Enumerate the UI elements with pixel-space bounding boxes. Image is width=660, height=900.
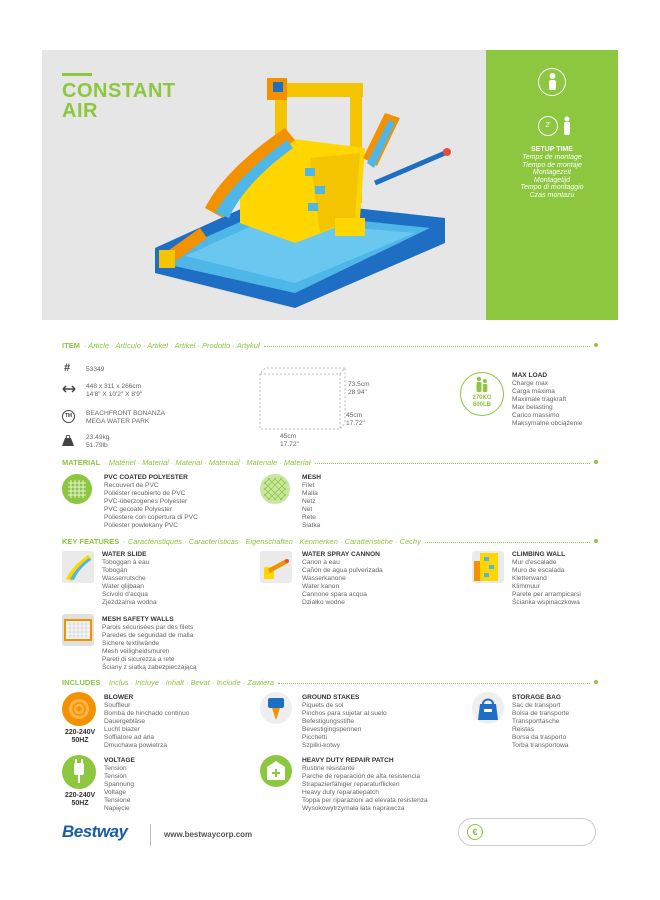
ground-stakes-translations: [302, 702, 387, 750]
water-cannon-translation: Wasserkanone: [302, 575, 346, 582]
section-divider-end: [594, 343, 598, 347]
voltage-power: [60, 792, 100, 808]
section-title: KEY FEATURES: [62, 536, 120, 546]
climbing-wall-translations: [512, 559, 581, 607]
item-number: 53349: [86, 366, 105, 373]
setup-translation: Tiempo de montaje: [522, 161, 582, 169]
price-box: [458, 818, 596, 846]
section-translations: · Matériel · Material · Material · Materiaal · Materiale · Materiał: [104, 457, 311, 467]
mesh-walls-translation: Paredes de seguridad de malla: [102, 632, 194, 639]
mesh-walls-translation: Pareti di sicurezza a rete: [102, 656, 175, 663]
voltage-plug-icon: [62, 755, 96, 789]
person-icon: [538, 68, 566, 96]
blower-translation: Souffleur: [104, 702, 131, 709]
water-cannon-translation: Cañón de agua pulverizada: [302, 567, 383, 574]
repair-patch-icon: [260, 755, 292, 787]
climbing-wall-translation: Klimmuur: [512, 583, 540, 590]
item-dims-ft: 14'8" X 10'2" X 8'9": [86, 391, 143, 398]
water-slide-translation: Water glijbaan: [102, 583, 144, 590]
repair-patch-title: HEAVY DUTY REPAIR PATCH: [302, 757, 394, 764]
water-slide-translation: Zjeżdżalnia wodna: [102, 599, 157, 606]
mesh-translation: Malla: [302, 490, 318, 497]
pvc-translation: PVC-überzogenes Polyester: [104, 498, 188, 505]
max-load-translation: Maximale tragkraft: [512, 396, 567, 403]
setup-translation: Temps de montage: [522, 154, 582, 161]
box-height-in: 28.94": [348, 389, 367, 396]
max-load-translation: Carga máxima: [512, 388, 555, 395]
ground-stakes-translation: Pinchos para sujetar al suelo: [302, 710, 387, 717]
setup-translations: [486, 154, 618, 199]
setup-time-icon: 2': [538, 116, 558, 136]
pvc-translations: [104, 482, 198, 530]
setup-translation: Czas montażu: [529, 191, 575, 199]
storage-bag-translation: Reistas: [512, 726, 534, 733]
climbing-wall-translation: Mur d'escalade: [512, 559, 557, 566]
repair-patch-translation: Parche de reparación de alta resistencia: [302, 773, 421, 780]
storage-bag-icon: [472, 692, 504, 724]
water-slide-translation: Scivolo d'acqua: [102, 591, 148, 598]
mesh-translation: Netz: [302, 498, 316, 505]
water-slide-title: WATER SLIDE: [102, 551, 147, 558]
voltage-translation: Tension: [104, 765, 127, 772]
section-title: INCLUDES: [62, 677, 101, 687]
ground-stakes-translation: Piquets de sol: [302, 702, 344, 709]
water-park-image: [145, 68, 475, 318]
storage-bag-translations: [512, 702, 569, 750]
blower-frequency: 50HZ: [71, 737, 89, 744]
setup-translation: Tempo di montaggio: [520, 184, 584, 191]
water-cannon-translation: Cannone spara acqua: [302, 591, 367, 598]
weight-icon: [62, 435, 74, 446]
repair-patch-translation: Toppa per riparazioni ad elevata resistenza: [302, 797, 428, 804]
max-load-lb: 600LB: [472, 402, 491, 408]
website-link[interactable]: www.bestwaycorp.com: [164, 830, 253, 839]
blower-power: [60, 729, 100, 745]
section-divider: [315, 463, 590, 464]
repair-patch-translation: Heavy duty reparatiepatch: [302, 789, 379, 796]
storage-bag-title: STORAGE BAG: [512, 694, 561, 701]
ground-stakes-translation: Szpilki-kotwy: [302, 742, 341, 749]
water-cannon-translation: Water kanon: [302, 583, 340, 590]
blower-voltage: 220-240V: [64, 729, 96, 736]
blower-icon: [62, 692, 96, 726]
max-load-translation: Maksymalne obciążenie: [512, 420, 583, 427]
ground-stakes-translation: Picchetti: [302, 734, 327, 741]
features-section-header: [62, 535, 598, 547]
blower-translation: Lucht blazer: [104, 726, 140, 733]
voltage-translations: [104, 765, 134, 813]
blower-translations: [104, 702, 189, 750]
box-depth-in: 17.72": [346, 420, 365, 427]
box-width-cm: 45cm: [280, 433, 297, 440]
section-divider-end: [594, 680, 598, 684]
repair-patch-translations: [302, 765, 428, 813]
voltage-frequency: 50HZ: [71, 800, 89, 807]
item-name-line-1: BEACHFRONT BONANZA: [86, 410, 166, 417]
euro-icon: €: [467, 824, 483, 840]
material-section-header: [62, 456, 598, 468]
climbing-wall-translation: Muro de escalada: [512, 567, 565, 574]
section-divider-end: [594, 539, 598, 543]
pvc-translation: Poliéster recubierto de PVC: [104, 490, 186, 497]
water-cannon-translation: Canon à eau: [302, 559, 340, 566]
section-divider: [425, 542, 590, 543]
item-weight-lb: 51.79lb: [86, 442, 108, 449]
voltage-translation: Spannung: [104, 781, 135, 788]
climbing-wall-translation: Parete per arrampicarsi: [512, 591, 581, 598]
storage-bag-translation: Torba transportowa: [512, 742, 569, 749]
box-height-cm: 73.5cm: [348, 381, 370, 388]
voltage-translation: Tensione: [104, 797, 131, 804]
mesh-translations: [302, 482, 320, 530]
item-section-header: [62, 339, 598, 351]
setup-translation: Montagetijd: [533, 176, 571, 184]
setup-title: SETUP TIME: [531, 146, 573, 153]
person-small-icon: [562, 116, 572, 136]
climbing-wall-thumbnail: [472, 551, 504, 583]
section-title: ITEM: [62, 340, 80, 350]
climbing-wall-translation: Kletterwand: [512, 575, 547, 582]
section-translations: · Caractéristiques · Características · Eigenschaften · Kenmerken · Caratteristiche · Cechy: [123, 536, 421, 546]
section-translations: · Inclus · Incluye · Inhalt · Bevat · Include · Zawiera: [104, 677, 274, 687]
voltage-translation: Voltage: [104, 789, 126, 796]
item-name-line-2: MEGA WATER PARK: [86, 418, 150, 425]
water-cannon-title: WATER SPRAY CANNON: [302, 551, 380, 558]
mesh-translation: Siatka: [302, 522, 321, 529]
people-icon: [474, 376, 490, 394]
setup-panel: [486, 50, 618, 320]
ground-stakes-icon: [260, 692, 292, 724]
mesh-walls-translation: Sichere textilwände: [102, 640, 160, 647]
mesh-walls-translation: Parois sécurisées par des filets: [102, 624, 194, 631]
dimensions-icon: [62, 384, 76, 394]
voltage-translation: Napięcie: [104, 805, 130, 812]
mesh-walls-thumbnail: [62, 614, 94, 646]
water-slide-translation: Tobogán: [102, 567, 128, 574]
mesh-icon: [260, 474, 290, 504]
mesh-title: MESH: [302, 474, 322, 481]
storage-bag-translation: Bolsa de transporte: [512, 710, 570, 717]
climbing-wall-translation: Ścianka wspinaczkowa: [512, 599, 580, 606]
storage-bag-translation: Borsa da trasporto: [512, 734, 567, 741]
mesh-walls-translation: Ściany z siatką zabezpieczającą: [102, 664, 197, 671]
water-slide-translations: [102, 559, 157, 607]
voltage-title: VOLTAGE: [104, 757, 135, 764]
box-depth-cm: 45cm: [346, 412, 363, 419]
mesh-translation: Filet: [302, 482, 315, 489]
section-divider: [264, 346, 590, 347]
blower-translation: Bomba de hinchado continuo: [104, 710, 190, 717]
repair-patch-translation: Wysokowytrzymała łata naprawcza: [302, 805, 405, 812]
item-dims-cm: 448 x 311 x 266cm: [86, 383, 142, 390]
repair-patch-translation: Rustine résistante: [302, 765, 355, 772]
water-cannon-thumbnail: [260, 551, 292, 583]
max-load-translations: [512, 380, 582, 428]
mesh-walls-translation: Mesh veiligheidsmuren: [102, 648, 170, 655]
brand-line-2: AIR: [62, 100, 98, 122]
mesh-walls-translations: [102, 624, 197, 672]
section-title: MATERIAL: [62, 457, 101, 467]
max-load-kg: 270KG: [472, 395, 492, 401]
pvc-translation: Recouvert de PVC: [104, 482, 159, 489]
ground-stakes-translation: Bevestigingspennen: [302, 726, 362, 733]
water-slide-translation: Toboggan à eau: [102, 559, 150, 566]
mesh-translation: Rete: [302, 514, 316, 521]
box-width-in: 17.72": [280, 441, 299, 448]
bestway-logo: Bestway: [62, 822, 128, 841]
max-load-title: MAX LOAD: [512, 372, 548, 379]
blower-translation: Dmuchawa powietrza: [104, 742, 168, 749]
setup-translation: Montagezeit: [532, 169, 572, 176]
hash-icon: #: [64, 362, 71, 374]
max-load-translation: Carico massimo: [512, 412, 560, 419]
pvc-translation: Poliester powlekany PVC: [104, 522, 179, 529]
footer-separator: [150, 824, 151, 846]
pvc-fabric-icon: [62, 474, 92, 504]
blower-title: BLOWER: [104, 694, 134, 701]
storage-bag-translation: Transporttasche: [512, 718, 560, 725]
mesh-walls-title: MESH SAFETY WALLS: [102, 616, 174, 623]
section-translations: · Article · Artículo · Artikel · Artikel · Prodotto · Artykuł: [83, 340, 260, 350]
blower-translation: Soffiatore ad aria: [104, 734, 155, 741]
item-weight-kg: 23.49kg: [86, 434, 110, 441]
water-slide-thumbnail: [62, 551, 94, 583]
ground-stakes-translation: Befestigungsstifte: [302, 718, 355, 725]
package-diagram: [250, 364, 350, 434]
ground-stakes-title: GROUND STAKES: [302, 694, 360, 701]
voltage-value: 220-240V: [64, 792, 96, 799]
pvc-translation: PVC gecoate Polyester: [104, 506, 173, 513]
voltage-translation: Tensión: [104, 773, 127, 780]
section-divider: [278, 683, 590, 684]
trademark-icon: TM: [62, 410, 75, 423]
brand-underline: [62, 73, 92, 76]
storage-bag-translation: Sac de transport: [512, 702, 561, 709]
max-load-badge: [460, 372, 504, 416]
mesh-translation: Net: [302, 506, 313, 513]
pvc-title: PVC COATED POLYESTER: [104, 474, 188, 481]
water-slide-translation: Wasserrutsche: [102, 575, 146, 582]
max-load-translation: Charge max: [512, 380, 548, 387]
water-cannon-translation: Działko wodne: [302, 599, 345, 606]
includes-section-header: [62, 676, 598, 688]
brand-line-1: CONSTANT: [62, 80, 176, 102]
max-load-translation: Max belasting: [512, 404, 553, 411]
pvc-translation: Poliestere con copertura di PVC: [104, 514, 198, 521]
water-cannon-translations: [302, 559, 383, 607]
repair-patch-translation: Strapazierfähiger reparaturflicken: [302, 781, 400, 788]
section-divider-end: [594, 460, 598, 464]
blower-translation: Dauergebläse: [104, 718, 146, 725]
climbing-wall-title: CLIMBING WALL: [512, 551, 566, 558]
